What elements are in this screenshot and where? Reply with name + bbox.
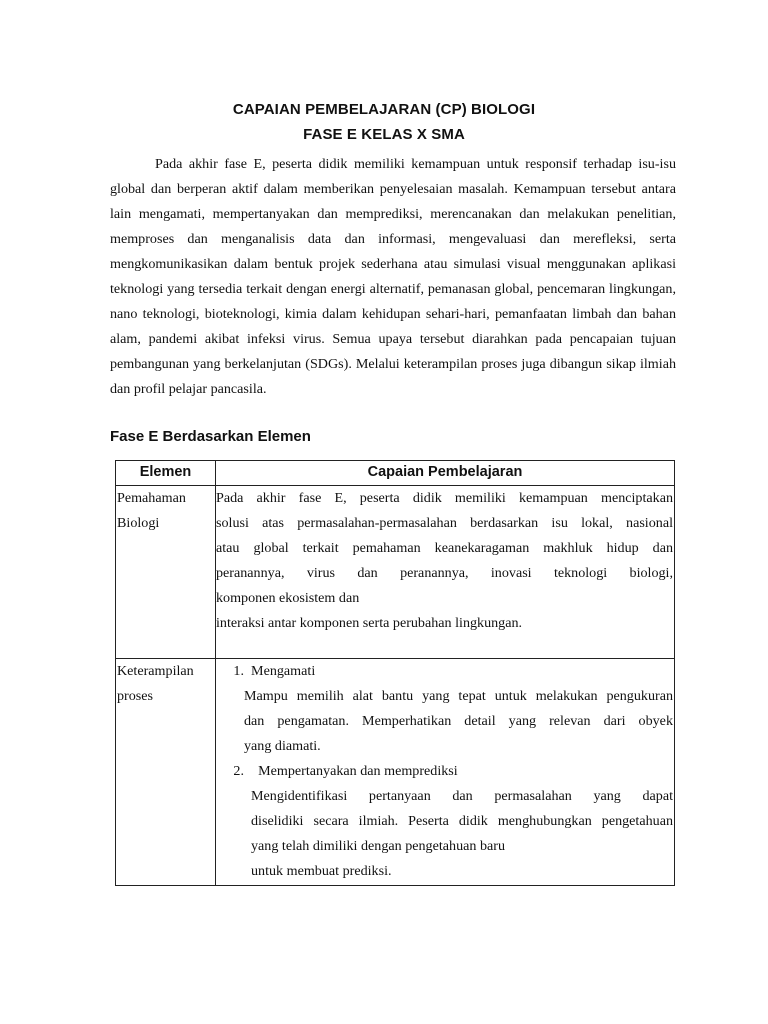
section-heading: Fase E Berdasarkan Elemen: [110, 428, 311, 445]
elemen-label-line: proses: [117, 688, 154, 704]
capaian-cell: [216, 659, 675, 886]
elemen-label-line: Biologi: [117, 515, 160, 531]
capaian-line: interaksi antar komponen serta perubahan lingkungan.: [216, 615, 523, 631]
list-item-title: [216, 659, 673, 684]
list-title: Mempertanyakan dan memprediksi: [258, 763, 458, 779]
list-item-line: diselidiki secara ilmiah. Peserta didik menghubungkan pengetahuan: [251, 813, 673, 829]
list-item-line: Mampu memilih alat bantu yang tepat untuk melakukan pengukuran: [244, 688, 673, 704]
document-subtitle: FASE E KELAS X SMA: [303, 126, 465, 143]
capaian-line: atau global terkait pemahaman keanekaragaman makhluk hidup dan: [216, 540, 673, 556]
capaian-line: peranannya, virus dan peranannya, inovasi teknologi biologi,: [216, 565, 673, 581]
list-item-line: dan pengamatan. Memperhatikan detail yang relevan dari obyek: [244, 713, 673, 729]
table-header-row: [116, 461, 675, 486]
elemen-label-line: Keterampilan: [117, 663, 194, 679]
list-item-title: [216, 759, 673, 784]
table-row: [116, 486, 675, 659]
elemen-table: [115, 460, 675, 886]
list-number: 1.: [233, 663, 244, 679]
list-item-line: yang diamati.: [244, 738, 321, 754]
elemen-cell: [116, 659, 216, 886]
list-title: Mengamati: [251, 663, 316, 679]
table-row: [116, 659, 675, 886]
document-title: CAPAIAN PEMBELAJARAN (CP) BIOLOGI: [232, 101, 536, 118]
elemen-cell: [116, 486, 216, 659]
capaian-line: komponen ekosistem dan: [216, 590, 360, 606]
capaian-line: Pada akhir fase E, peserta didik memiliki kemampuan menciptakan: [216, 490, 673, 506]
list-item-line: yang telah dimiliki dengan pengetahuan baru: [251, 838, 505, 854]
header-elemen: Elemen: [116, 461, 216, 486]
header-capaian: Capaian Pembelajaran: [216, 461, 675, 486]
list-item-line: untuk membuat prediksi.: [251, 863, 392, 879]
elemen-label-line: Pemahaman: [117, 490, 186, 506]
list-item-line: Mengidentifikasi pertanyaan dan permasalahan yang dapat: [251, 788, 673, 804]
capaian-cell: [216, 486, 675, 659]
intro-paragraph: Pada akhir fase E, peserta didik memiliki kemampuan untuk responsif terhadap isu-isu global dan berperan aktif dalam memberikan penyelesaian masalah. Kemampuan tersebut antara lain mengamati, mempertanyakan dan memprediksi, merencanakan dan melakukan penelitian, memproses dan menganalisis data dan informasi, mengevaluasi dan merefleksi, serta mengkomunikasikan dalam bentuk projek sederhana atau simulasi visual menggunakan aplikasi teknologi yang tersedia terkait dengan energi alternatif, pemanasan global, pencemaran lingkungan, nano teknologi, bioteknologi, kimia dalam kehidupan sehari-hari, pemanfaatan limbah dan bahan alam, pandemi akibat infeksi virus. Semua upaya tersebut diarahkan pada pencapaian tujuan pembangunan yang berkelanjutan (SDGs). Melalui keterampilan proses juga dibangun sikap ilmiah dan profil pelajar pancasila.: [110, 156, 676, 397]
capaian-line: solusi atas permasalahan-permasalahan berdasarkan isu lokal, nasional: [216, 515, 673, 531]
list-number: 2.: [233, 763, 244, 779]
